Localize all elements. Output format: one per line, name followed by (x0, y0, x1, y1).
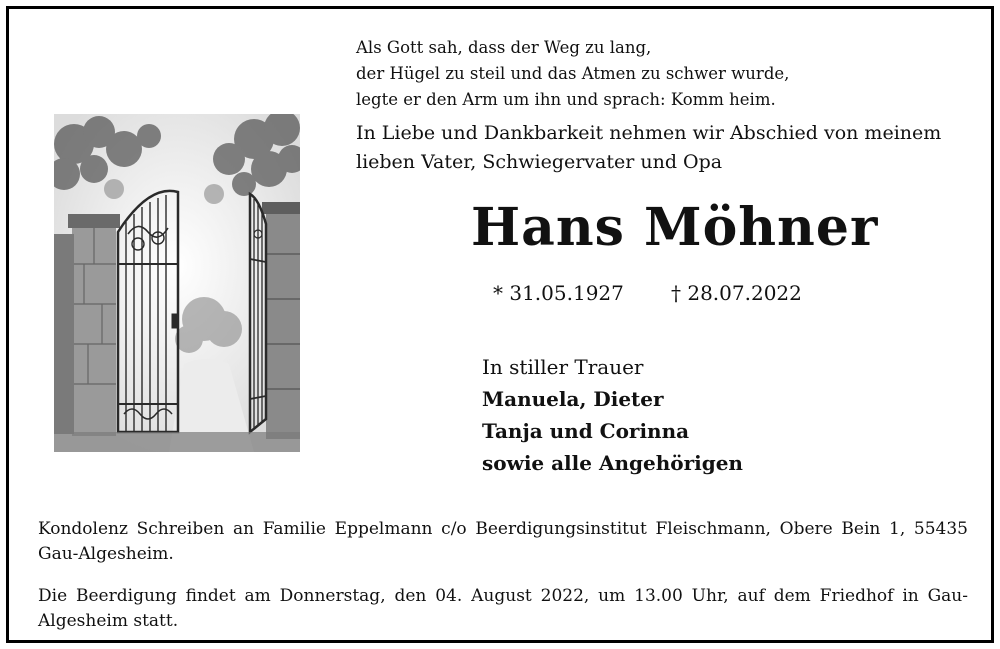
funeral-note: Die Beerdigung findet am Donnerstag, den 04. August 2022, um 13.00 Uhr, auf dem Friedhof in Gau-Algesheim statt. (38, 586, 968, 631)
mourner-name: Tanja und Corinna (482, 419, 690, 443)
condolence-note: Kondolenz Schreiben an Familie Eppelmann c/o Beerdigungsinstitut Fleischmann, Obere Bein 1, 55435 Gau-Algesheim. (38, 519, 968, 564)
poem-line: Als Gott sah, dass der Weg zu lang, (356, 38, 652, 57)
farewell-intro (356, 119, 941, 177)
death-date: † 28.07.2022 (671, 281, 802, 305)
garden-gate-illustration (54, 114, 300, 452)
intro-line: lieben Vater, Schwiegervater und Opa (356, 151, 723, 173)
obituary-frame (6, 6, 994, 643)
poem-line: legte er den Arm um ihn und sprach: Komm heim. (356, 90, 776, 109)
poem-line: der Hügel zu steil und das Atmen zu schwer wurde, (356, 64, 790, 83)
mourning-phrase: In stiller Trauer (482, 355, 644, 379)
mourner-name: Manuela, Dieter (482, 387, 664, 411)
mourners-block (482, 351, 743, 479)
intro-line: In Liebe und Dankbarkeit nehmen wir Abschied von meinem (356, 122, 942, 144)
deceased-name: Hans Möhner (471, 197, 879, 258)
birth-date: * 31.05.1927 (493, 281, 624, 305)
poem (356, 35, 789, 113)
mourner-name: sowie alle Angehörigen (482, 451, 743, 475)
